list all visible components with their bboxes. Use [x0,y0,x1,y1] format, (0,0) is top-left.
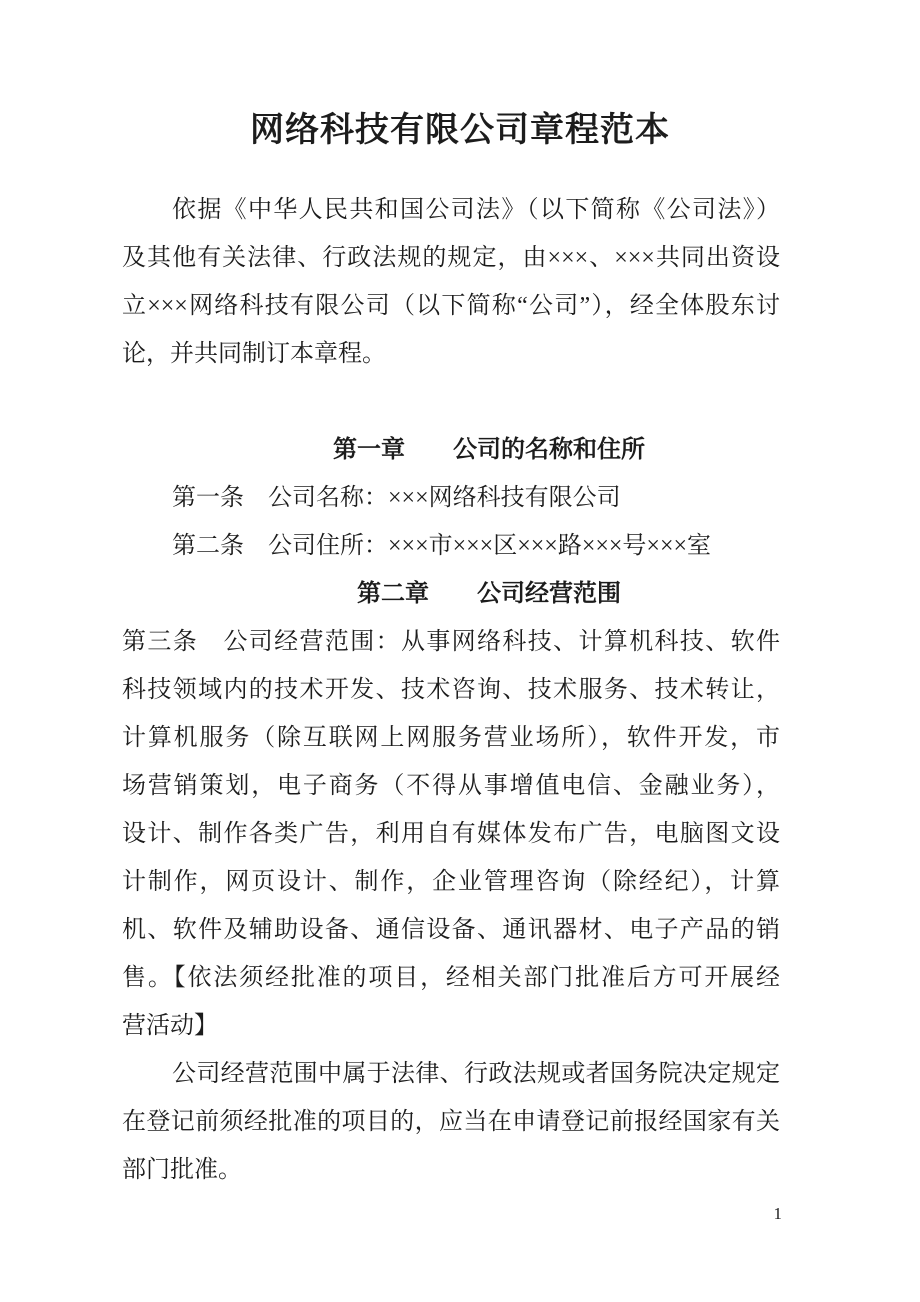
chapter-2 [122,570,780,1194]
chapter-1 [122,426,780,570]
approval-line: 部门批准。 [122,1157,242,1183]
approval-paragraph [122,1050,780,1194]
intro-paragraph [122,186,780,378]
document-body [122,186,780,1194]
article-2: 第二条 公司住所：×××市×××区×××路×××号×××室 [172,533,712,559]
approval-line: 在登记前须经批准的项目的，应当在申请登记前报经国家有关 [122,1109,780,1135]
article-3-line: 计制作，网页设计、制作，企业管理咨询（除经纪），计算 [122,869,780,895]
article-3-line: 场营销策划，电子商务（不得从事增值电信、金融业务）， [122,773,780,799]
intro-line: 立×××网络科技有限公司（以下简称“公司”），经全体股东讨 [122,293,780,319]
article-3-line: 第三条 公司经营范围：从事网络科技、计算机科技、软件 [122,629,780,655]
article-1: 第一条 公司名称：×××网络科技有限公司 [172,485,621,511]
chapter-1-heading: 第一章 公司的名称和住所 [333,437,645,463]
article-3-line: 设计、制作各类广告，利用自有媒体发布广告，电脑图文设 [122,821,780,847]
article-3-line: 科技领域内的技术开发、技术咨询、技术服务、技术转让， [122,677,780,703]
document-title: 网络科技有限公司章程范本 [250,112,670,149]
intro-line: 及其他有关法律、行政法规的规定，由×××、×××共同出资设 [122,245,780,271]
chapter-2-heading: 第二章 公司经营范围 [357,581,621,607]
article-3-line: 售。【依法须经批准的项目，经相关部门批准后方可开展经 [122,965,780,991]
article-3-line: 营活动】 [122,1013,218,1039]
page-number: 1 [773,1204,782,1223]
intro-line: 论，并共同制订本章程。 [122,341,386,367]
article-3-paragraph [122,618,780,1050]
article-3-line: 机、软件及辅助设备、通信设备、通讯器材、电子产品的销 [122,917,780,943]
article-3-line: 计算机服务（除互联网上网服务营业场所），软件开发，市 [122,725,780,751]
blank-line [122,378,780,426]
approval-line: 公司经营范围中属于法律、行政法规或者国务院决定规定 [172,1061,780,1087]
intro-line: 依据《中华人民共和国公司法》（以下简称《公司法》） [172,197,780,223]
